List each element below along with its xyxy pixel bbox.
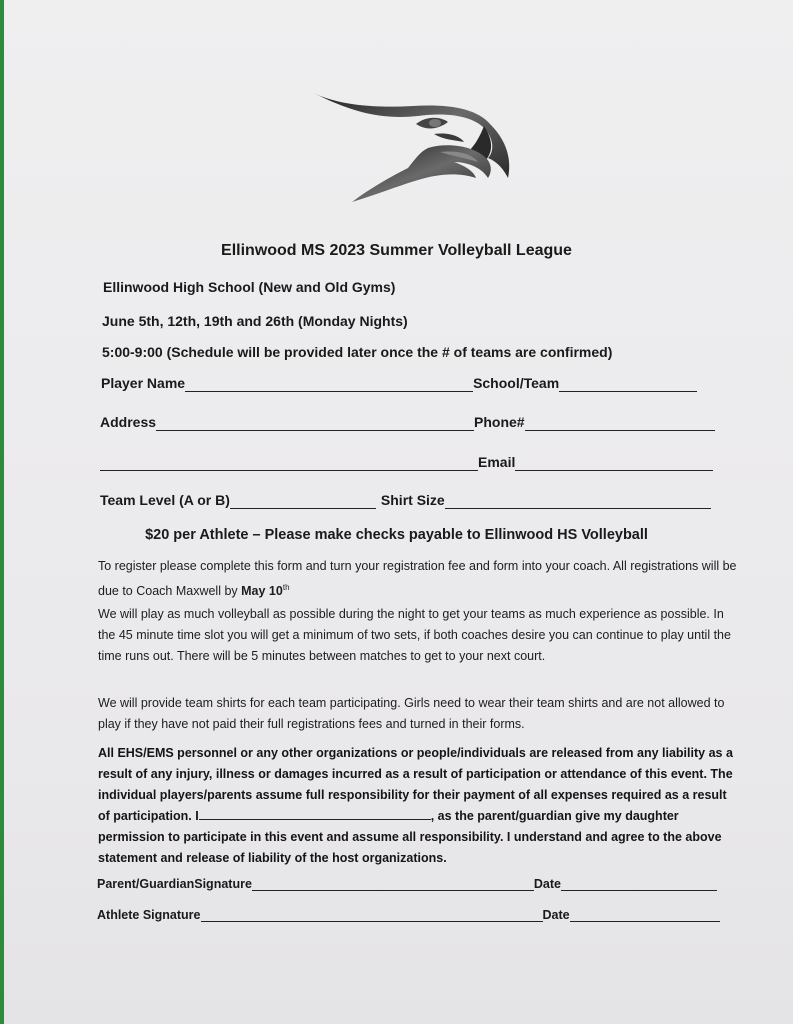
team-level-label: Team Level (A or B) [100, 492, 230, 508]
liability-text-continued: , as the parent/guardian give my daughter permission to participate in this event and assume all responsibility. I understand and agree to the above statement and release of liability of the host organizations. [98, 809, 722, 865]
athlete-signature-field[interactable] [201, 908, 543, 922]
form-title: Ellinwood MS 2023 Summer Volleyball League [221, 242, 572, 259]
price-line: $20 per Athlete – Please make checks payable to Ellinwood HS Volleyball [145, 527, 648, 543]
address-line-2-field[interactable] [100, 456, 478, 471]
liability-paragraph [98, 743, 738, 869]
athlete-date-label: Date [542, 908, 570, 922]
player-name-label: Player Name [101, 375, 186, 391]
address-row [100, 414, 715, 431]
email-field[interactable] [515, 456, 713, 471]
time-line: 5:00-9:00 (Schedule will be provided later once the # of teams are confirmed) [102, 344, 613, 360]
shirt-size-label: Shirt Size [380, 492, 445, 508]
registration-text: To register please complete this form and turn your registration fee and form into your coach. All registrations will be due to Coach Maxwell by [98, 559, 737, 599]
liability-text: All EHS/EMS personnel or any other organizations or people/individuals are released from any liability as a result of any injury, illness or damages incurred as a result of participation or attendance of this event. The individual players/parents assume full responsibility for their payment of all expenses required as a result of participation. I [98, 746, 733, 823]
team-level-row [100, 492, 711, 509]
parent-signature-row [97, 877, 717, 891]
parent-signature-field[interactable] [252, 877, 534, 891]
player-name-field[interactable] [185, 377, 473, 392]
school-team-label: School/Team [473, 375, 560, 391]
phone-field[interactable] [525, 416, 715, 431]
location-line: Ellinwood High School (New and Old Gyms) [103, 279, 396, 295]
parent-signature-label: Parent/GuardianSignature [97, 877, 252, 891]
athlete-date-field[interactable] [570, 908, 720, 922]
player-name-row [101, 375, 697, 392]
parent-name-field[interactable] [199, 807, 431, 820]
email-label: Email [478, 454, 516, 470]
athlete-signature-label: Athlete Signature [97, 908, 201, 922]
shirts-paragraph: We will provide team shirts for each team participating. Girls need to wear their team shirts and are not allowed to play if they have not paid their full registrations fees and turned in their forms. [98, 696, 725, 731]
eagle-head-logo-icon [308, 86, 518, 208]
athlete-signature-row [97, 908, 720, 922]
school-team-field[interactable] [559, 377, 697, 392]
email-row [100, 454, 713, 471]
team-level-field[interactable] [230, 494, 376, 509]
parent-date-label: Date [533, 877, 561, 891]
parent-date-field[interactable] [561, 877, 717, 891]
registration-deadline-suffix: th [282, 583, 290, 592]
registration-paragraph [98, 556, 738, 602]
phone-label: Phone# [474, 414, 525, 430]
address-field[interactable] [156, 416, 474, 431]
shirt-size-field[interactable] [445, 494, 711, 509]
registration-deadline: May 10 [241, 584, 283, 599]
play-paragraph: We will play as much volleyball as possible during the night to get your teams as much experience as possible. In the 45 minute time slot you will get a minimum of two sets, if both coaches desire you can continue to play until the time runs out. There will be 5 minutes between matches to get to your next court. [98, 607, 731, 663]
dates-line: June 5th, 12th, 19th and 26th (Monday Nights) [102, 313, 408, 329]
address-label: Address [100, 414, 157, 430]
